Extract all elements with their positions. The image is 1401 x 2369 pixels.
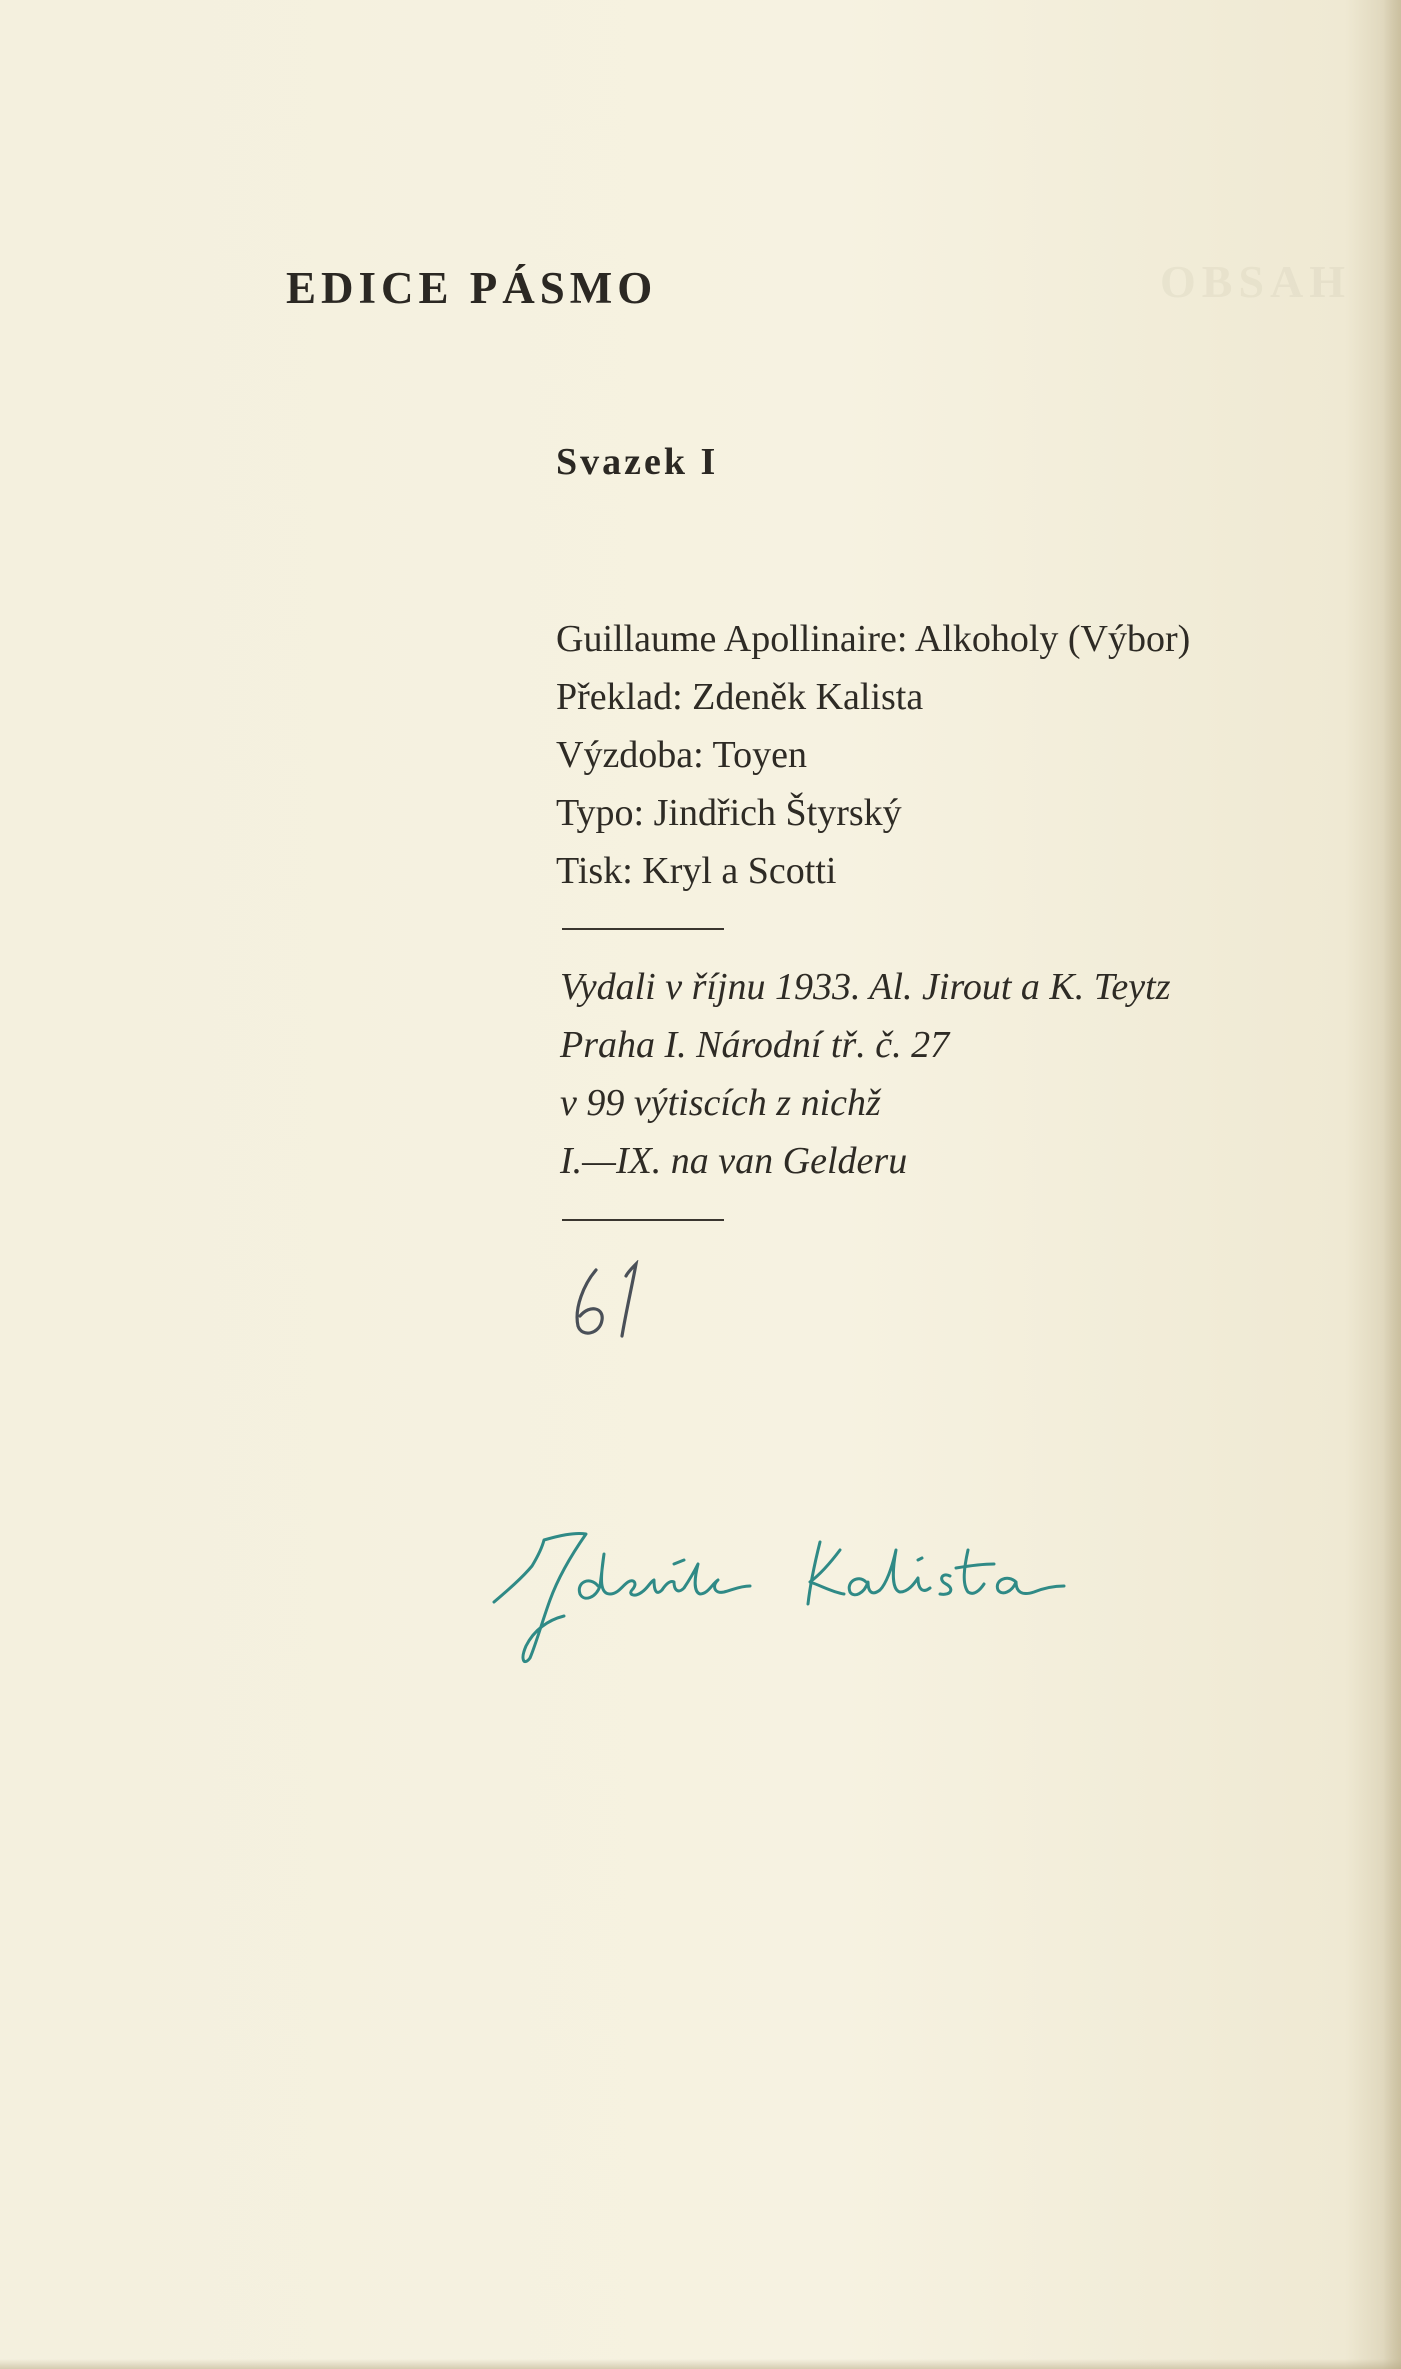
imprint-line-paper: I.—IX. na van Gelderu (560, 1140, 908, 1182)
divider-rule-bottom (562, 1219, 724, 1221)
series-title: EDICE PÁSMO (286, 263, 658, 313)
divider-rule-top (562, 928, 724, 930)
translator-signature (488, 1520, 1068, 1670)
volume-number: Svazek I (556, 441, 719, 483)
credit-line-typography: Typo: Jindřich Štyrský (556, 792, 902, 834)
show-through-ghost: OBSAH (1160, 256, 1352, 307)
page-edge-shadow (1383, 0, 1401, 2369)
imprint-line-publishers: Vydali v říjnu 1933. Al. Jirout a K. Teytz (560, 966, 1171, 1008)
credit-line-author: Guillaume Apollinaire: Alkoholy (Výbor) (556, 618, 1191, 660)
handwritten-copy-number (566, 1260, 656, 1340)
imprint-block (560, 958, 1171, 1190)
imprint-line-address: Praha I. Národní tř. č. 27 (560, 1024, 950, 1066)
imprint-line-edition-size: v 99 výtiscích z nichž (560, 1082, 881, 1124)
credit-line-translation: Překlad: Zdeněk Kalista (556, 676, 924, 718)
credit-line-decoration: Výzdoba: Toyen (556, 734, 807, 776)
page-bottom-edge (0, 2359, 1401, 2369)
credits-block (556, 610, 1190, 900)
credit-line-print: Tisk: Kryl a Scotti (556, 850, 837, 892)
